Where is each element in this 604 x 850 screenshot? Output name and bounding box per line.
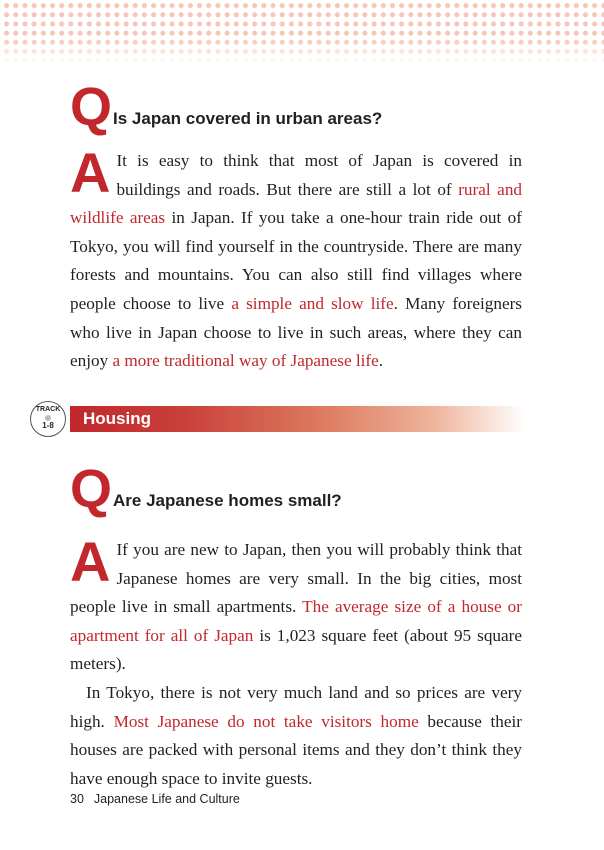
- question-2-text: Are Japanese homes small?: [113, 491, 342, 510]
- answer-paragraph: [70, 141, 523, 376]
- body-text: If you are new to Japan, then you will probably think that Japanese homes are very small. In the big cities, most people live in small apartments.: [70, 540, 522, 617]
- question-letter: Q: [70, 77, 113, 137]
- book-title: Japanese Life and Culture: [93, 792, 240, 806]
- body-text: is 1,023 square feet (about 95 square meters).: [70, 625, 523, 674]
- header-dot-fade: [0, 0, 604, 64]
- track-number: 1-8: [42, 421, 54, 430]
- highlighted-phrase: Most Japanese do not take visitors home: [113, 711, 419, 731]
- audio-track-badge: [30, 401, 66, 437]
- body-text: It is easy to think that most of Japan is covered in buildings and roads. But there are still a lot of: [116, 151, 522, 199]
- track-label: TRACK: [35, 406, 61, 413]
- body-text: In Tokyo, there is not very much land and so prices are very high.: [70, 682, 522, 731]
- question-2: [70, 459, 342, 519]
- highlighted-phrase: The average size of a house or apartment for all of Japan: [70, 597, 522, 645]
- question-letter: Q: [70, 459, 113, 519]
- page-number: 30: [70, 792, 84, 806]
- answer-paragraph: [70, 679, 522, 793]
- answer-1: [70, 141, 523, 376]
- body-text: in Japan. If you take a one-hour train ride out of Tokyo, you will find yourself in the countryside. There are many forests and mountains. You can also still find villages where people choose to live: [70, 208, 522, 313]
- page-footer: [70, 792, 240, 806]
- answer-2-body: [70, 530, 523, 793]
- section-title: Housing: [83, 409, 151, 428]
- highlighted-phrase: a more traditional way of Japanese life: [112, 351, 379, 371]
- answer-letter: A: [70, 141, 111, 204]
- body-text: . Many foreigners who live in Japan choose to live in such areas, where they can enjoy: [70, 293, 522, 371]
- answer-letter: A: [70, 530, 111, 593]
- answer-2: [70, 530, 523, 793]
- body-text: because their houses are packed with personal items and they don’t think they have enough space to invite guests.: [70, 711, 523, 788]
- answer-paragraph: [70, 530, 523, 679]
- question-1: [70, 77, 383, 137]
- body-text: .: [378, 351, 384, 371]
- highlighted-phrase: rural and wildlife areas: [70, 179, 523, 228]
- question-1-text: Is Japan covered in urban areas?: [113, 109, 383, 128]
- answer-1-body: [70, 141, 523, 376]
- highlighted-phrase: a simple and slow life: [231, 293, 394, 313]
